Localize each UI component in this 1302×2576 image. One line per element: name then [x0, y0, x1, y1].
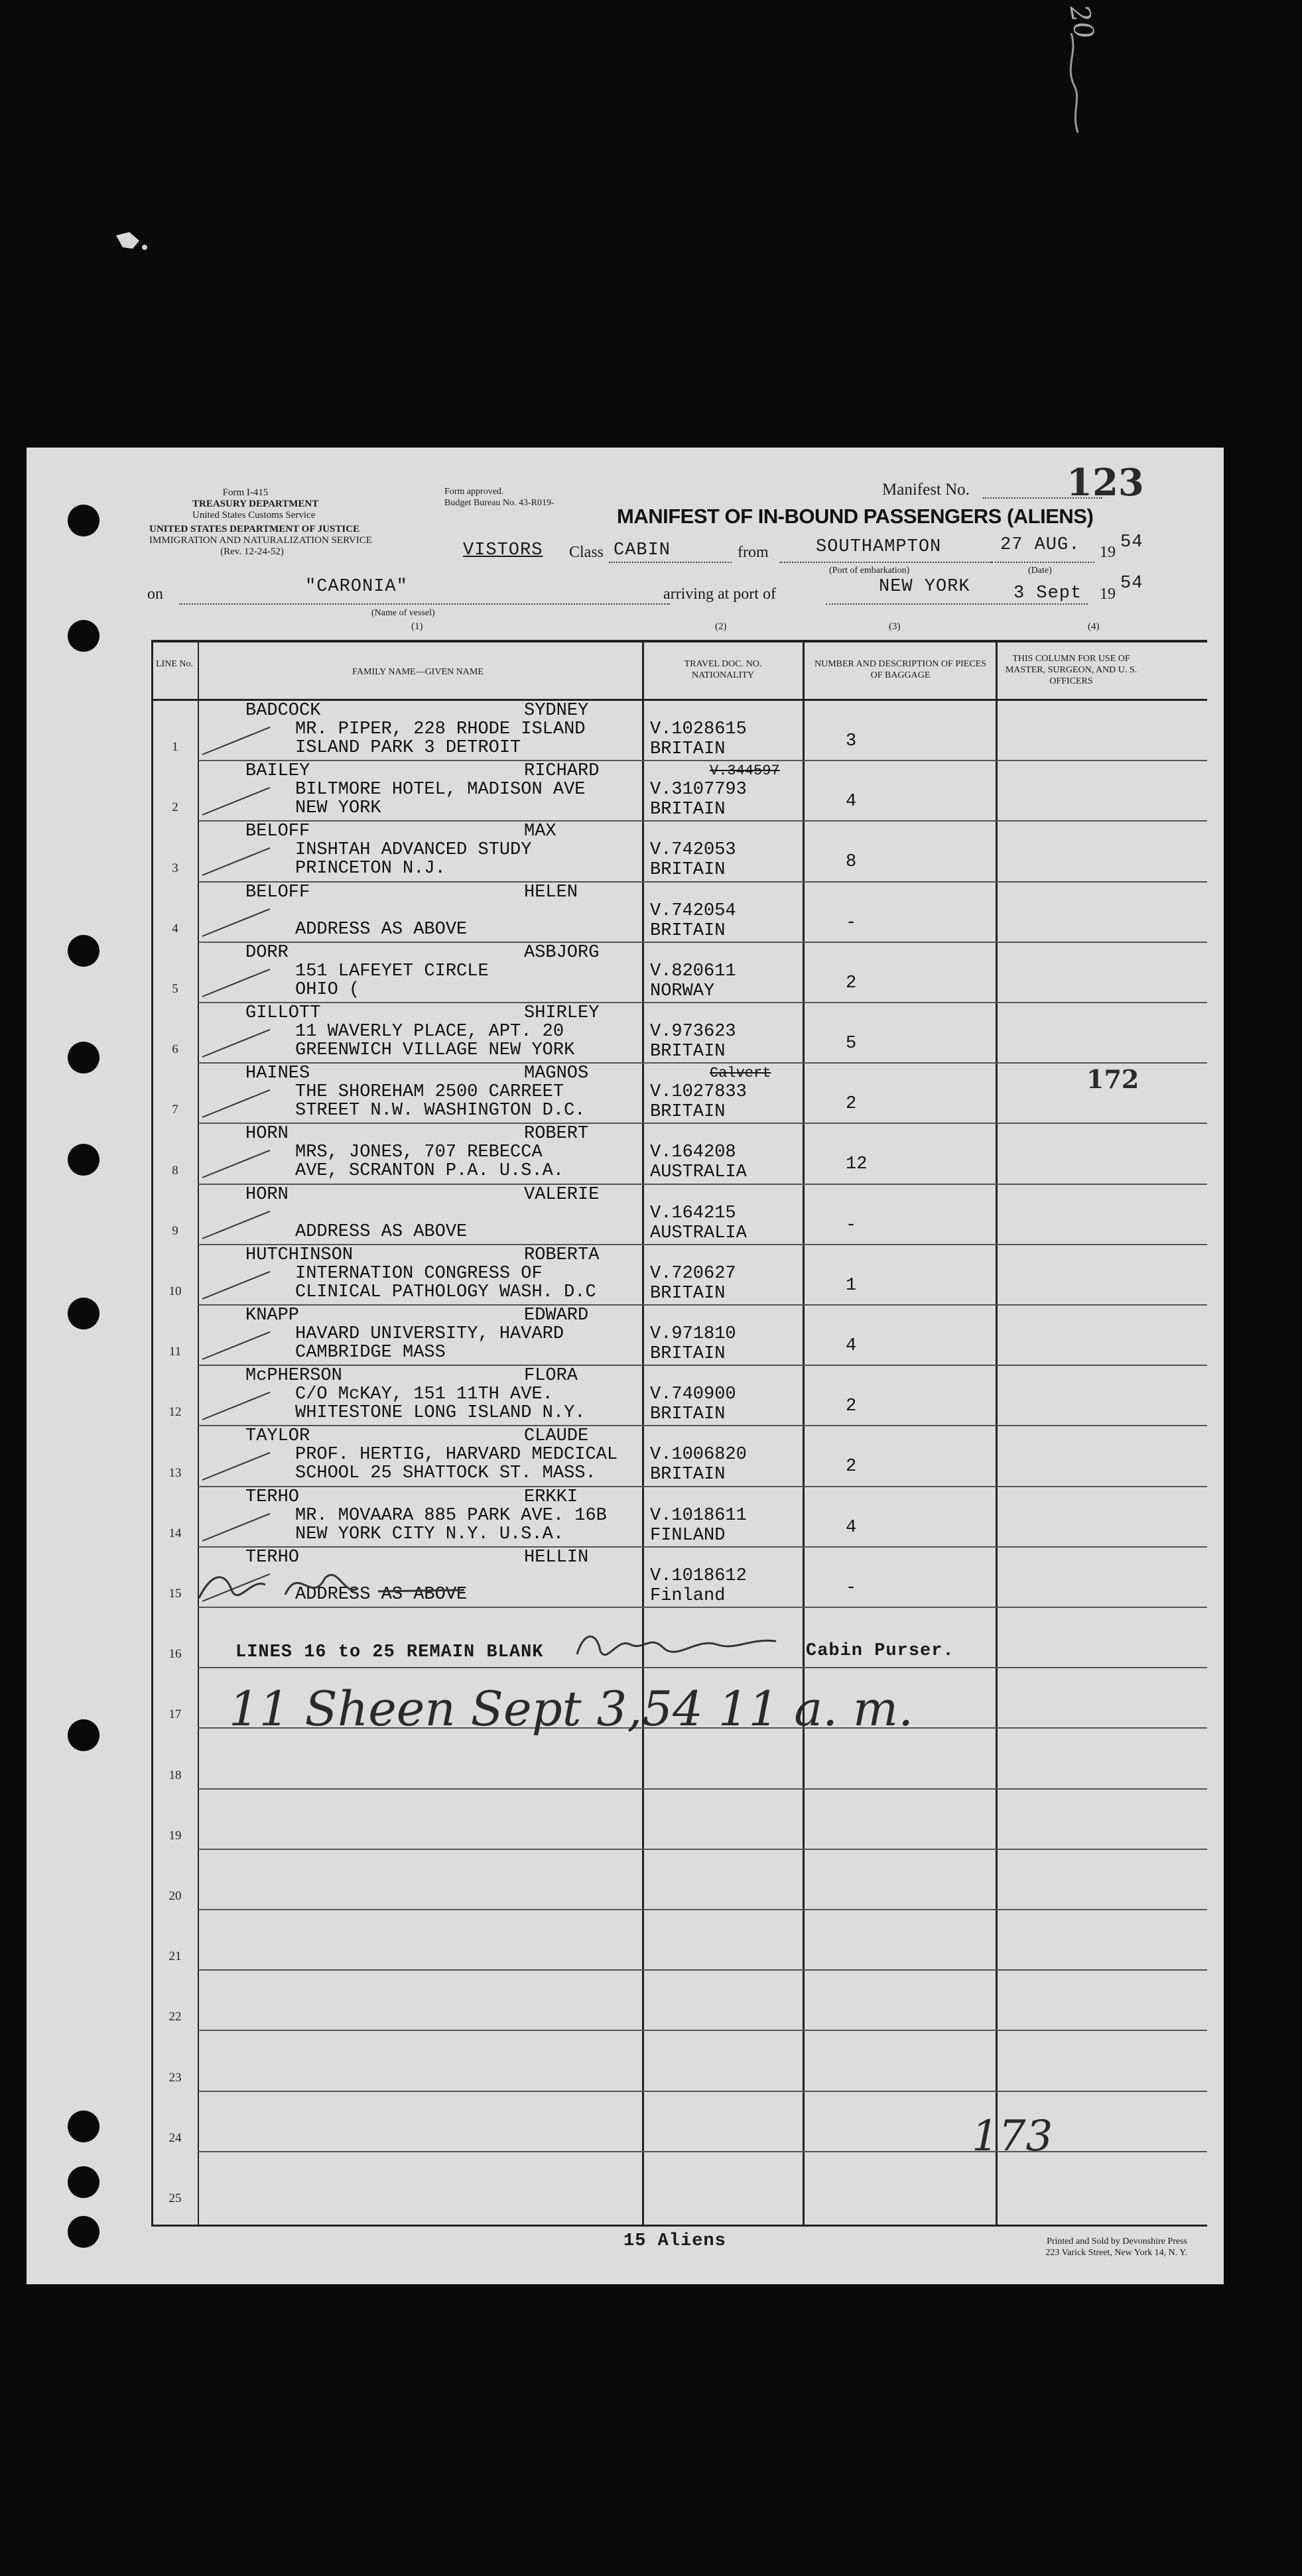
row-check-mark — [202, 1150, 271, 1178]
passenger-given-name: ERKKI — [524, 1487, 578, 1507]
passenger-family-name: TAYLOR — [245, 1426, 310, 1447]
line-number: 17 — [168, 1707, 182, 1722]
passenger-address-line1: INSHTAH ADVANCED STUDY — [295, 840, 532, 861]
arrival-date: 3 Sept — [1013, 583, 1082, 603]
col-header-name: FAMILY NAME—GIVEN NAME — [352, 667, 484, 677]
col-header-line-no: LINE No. — [156, 659, 193, 669]
punch-hole — [68, 620, 99, 652]
passenger-address-line1: INTERNATION CONGRESS OF — [295, 1263, 543, 1284]
line-number: 5 — [172, 982, 178, 996]
row-rule — [198, 1425, 1207, 1426]
passenger-given-name: ROBERT — [524, 1124, 589, 1144]
vessel-caption: (Name of vessel) — [371, 608, 435, 618]
remain-blank-note: LINES 16 to 25 REMAIN BLANK — [235, 1642, 544, 1662]
row-rule — [198, 1184, 1207, 1185]
port-embarkation-line — [779, 562, 992, 563]
manifest-number: 123 — [1067, 461, 1144, 505]
line-number: 21 — [168, 1949, 182, 1964]
arriving-label: arriving at port of — [663, 585, 776, 603]
passenger-family-name: BELOFF — [245, 882, 310, 902]
row-check-mark — [202, 847, 271, 876]
passenger-nationality: AUSTRALIA — [650, 1162, 747, 1183]
passenger-family-name: TERHO — [245, 1487, 300, 1507]
passenger-travel-doc: V.3107793 — [650, 780, 747, 800]
year-prefix: 19 — [1100, 544, 1116, 561]
line-number: 6 — [172, 1042, 178, 1057]
passenger-address-line1: 151 LAFEYET CIRCLE — [295, 961, 489, 981]
officer-note-row6: 172 — [1086, 1064, 1139, 1094]
passenger-address-line2: SCHOOL 25 SHATTOCK ST. MASS. — [295, 1463, 596, 1484]
line-number: 2 — [172, 800, 178, 815]
col-header-travel-doc: TRAVEL DOC. NO. NATIONALITY — [684, 659, 762, 680]
passenger-address-line1: C/O McKAY, 151 11TH AVE. — [295, 1384, 553, 1405]
row-check-mark — [202, 1271, 271, 1300]
passenger-family-name: GILLOTT — [245, 1003, 321, 1023]
passenger-baggage: 2 — [846, 973, 857, 993]
line-number: 19 — [168, 1828, 182, 1843]
total-aliens: 15 Aliens — [623, 2231, 726, 2251]
row-rule — [198, 1546, 1207, 1548]
purser-signature — [570, 1625, 789, 1671]
port-embarkation: SOUTHAMPTON — [816, 537, 942, 557]
passenger-address-line1: MRS, JONES, 707 REBECCA — [295, 1142, 543, 1163]
passenger-baggage: - — [846, 1577, 857, 1598]
passenger-given-name: FLORA — [524, 1366, 578, 1386]
passenger-address-line2: WHITESTONE LONG ISLAND N.Y. — [295, 1403, 586, 1424]
passenger-travel-doc: V.1028615 — [650, 719, 747, 739]
passenger-address-line2: ADDRESS AS ABOVE — [295, 919, 468, 940]
row-rule — [198, 2151, 1207, 2152]
passenger-given-name: RICHARD — [524, 761, 600, 782]
punch-hole — [68, 1719, 99, 1751]
passenger-travel-doc: V.973623 — [650, 1022, 736, 1042]
class-value: CABIN — [614, 540, 671, 560]
arrival-line — [826, 603, 1088, 605]
row-rule — [198, 942, 1207, 943]
punch-hole — [68, 1144, 99, 1176]
from-label: from — [738, 544, 769, 561]
row-check-mark — [202, 1452, 271, 1481]
passenger-family-name: BADCOCK — [245, 701, 321, 721]
passenger-address-line2: OHIO ( — [295, 979, 360, 1000]
row-rule — [198, 2091, 1207, 2092]
row-check-mark — [202, 1029, 271, 1058]
line-number: 14 — [168, 1526, 182, 1540]
line-number: 13 — [168, 1465, 182, 1480]
purser-label: Cabin Purser. — [806, 1641, 954, 1661]
row-rule — [198, 1788, 1207, 1790]
row-rule — [198, 1062, 1207, 1064]
passenger-given-name: MAGNOS — [524, 1064, 589, 1084]
line-number: 4 — [172, 921, 178, 936]
line-number: 11 — [168, 1345, 182, 1359]
passenger-given-name: SYDNEY — [524, 701, 589, 721]
passenger-address-line2: CLINICAL PATHOLOGY WASH. D.C — [295, 1282, 596, 1302]
row-rule — [198, 1002, 1207, 1003]
passenger-travel-doc: V.740900 — [650, 1384, 736, 1405]
passenger-family-name: McPHERSON — [245, 1366, 342, 1386]
passenger-travel-doc: V.164215 — [650, 1203, 736, 1223]
row-check-mark — [202, 1089, 271, 1118]
passenger-travel-doc: V.1018611 — [650, 1505, 747, 1526]
passenger-address-line1: MR. PIPER, 228 RHODE ISLAND — [295, 719, 586, 739]
line-number: 3 — [172, 861, 178, 875]
passenger-family-name: TERHO — [245, 1547, 300, 1567]
passenger-given-name: VALERIE — [524, 1184, 600, 1205]
passenger-given-name: ASBJORG — [524, 942, 600, 963]
passenger-baggage: 8 — [846, 852, 857, 873]
row-rule — [198, 1849, 1207, 1850]
col-number-2: (2) — [715, 621, 727, 632]
passenger-nationality: BRITAIN — [650, 1102, 726, 1123]
col-header-baggage: NUMBER AND DESCRIPTION OF PIECES OF BAGGAGE — [814, 659, 987, 680]
passenger-nationality: BRITAIN — [650, 1465, 726, 1485]
passenger-nationality: BRITAIN — [650, 800, 726, 820]
arrival-port: NEW YORK — [879, 577, 970, 597]
row-check-mark — [202, 1512, 271, 1541]
passenger-family-name: HORN — [245, 1184, 289, 1205]
row-check-mark — [202, 787, 271, 816]
passenger-given-name: SHIRLEY — [524, 1003, 600, 1023]
passenger-address-line1: BILTMORE HOTEL, MADISON AVE — [295, 780, 586, 800]
passenger-baggage: - — [846, 912, 857, 933]
row-check-mark — [202, 969, 271, 997]
passenger-nationality: BRITAIN — [650, 1344, 726, 1364]
passenger-baggage: 2 — [846, 1094, 857, 1115]
vessel-line — [179, 603, 670, 605]
passenger-address-line2: PRINCETON N.J. — [295, 859, 446, 879]
passenger-baggage: 12 — [846, 1154, 868, 1175]
passenger-baggage: 2 — [846, 1396, 857, 1417]
passenger-family-name: DORR — [245, 942, 289, 963]
line-number: 23 — [168, 2070, 182, 2085]
port-embarkation-caption: (Port of embarkation) — [829, 566, 910, 576]
passenger-nationality: NORWAY — [650, 981, 715, 1001]
year2-prefix: 19 — [1100, 585, 1116, 603]
line-number: 22 — [168, 2010, 182, 2024]
passenger-nationality: BRITAIN — [650, 1404, 726, 1425]
row-rule — [198, 820, 1207, 822]
passenger-address-line2: AVE, SCRANTON P.A. U.S.A. — [295, 1161, 564, 1182]
punch-hole — [68, 2216, 99, 2248]
page-title: MANIFEST OF IN-BOUND PASSENGERS (ALIENS) — [617, 505, 1094, 528]
passenger-baggage: - — [846, 1215, 857, 1235]
line-number: 20 — [168, 1889, 182, 1903]
passenger-travel-doc: V.1027833 — [650, 1082, 747, 1103]
punch-hole — [68, 505, 99, 536]
row-rule — [198, 881, 1207, 883]
passenger-family-name: BELOFF — [245, 822, 310, 842]
passenger-baggage: 3 — [846, 731, 857, 751]
passenger-family-name: HORN — [245, 1124, 289, 1144]
passenger-baggage: 4 — [846, 1517, 857, 1538]
passenger-travel-doc: V.742053 — [650, 840, 736, 861]
row-check-mark — [202, 1392, 271, 1420]
passenger-travel-doc: V.164208 — [650, 1142, 736, 1163]
passenger-baggage: 4 — [846, 792, 857, 812]
row-check-mark — [202, 727, 271, 755]
inspector-signature — [186, 1558, 504, 1611]
passenger-family-name: HUTCHINSON — [245, 1245, 354, 1265]
passenger-family-name: BAILEY — [245, 761, 310, 782]
category-value: VISTORS — [463, 540, 543, 560]
department-block: UNITED STATES DEPARTMENT OF JUSTICE IMMIGRATION AND NATURALIZATION SERVICE (Rev. 12-24-52) — [149, 524, 372, 557]
passenger-address-line2: CAMBRIDGE MASS — [295, 1343, 446, 1363]
line-number: 15 — [168, 1587, 182, 1601]
row-rule — [198, 1909, 1207, 1910]
passenger-given-name: HELLIN — [524, 1547, 589, 1567]
passenger-doc-note: Calvert — [710, 1065, 771, 1082]
passenger-given-name: ROBERTA — [524, 1245, 600, 1265]
passenger-travel-doc: V.742054 — [650, 900, 736, 921]
col-number-1: (1) — [411, 621, 423, 632]
passenger-nationality: BRITAIN — [650, 1283, 726, 1304]
passenger-baggage: 1 — [846, 1275, 857, 1296]
passenger-nationality: BRITAIN — [650, 920, 726, 941]
passenger-baggage: 5 — [846, 1034, 857, 1054]
passenger-address-line1: MR. MOVAARA 885 PARK AVE. 16B — [295, 1505, 607, 1526]
passenger-given-name: HELEN — [524, 882, 578, 902]
passenger-travel-doc: V.971810 — [650, 1324, 736, 1344]
passenger-address-line2: GREENWICH VILLAGE NEW YORK — [295, 1040, 575, 1060]
passenger-address-line2: STREET N.W. WASHINGTON D.C. — [295, 1101, 586, 1121]
line-number: 9 — [172, 1223, 178, 1238]
passenger-baggage: 4 — [846, 1336, 857, 1356]
year-suffix: 54 — [1120, 532, 1143, 552]
form-id-block: Form I-415 TREASURY DEPARTMENT United States Customs Service — [192, 487, 319, 521]
passenger-address-line2: NEW YORK — [295, 798, 381, 819]
corner-pencil-mark: 20 — [1051, 7, 1098, 113]
passenger-address-line2: ISLAND PARK 3 DETROIT — [295, 738, 521, 758]
line-number: 24 — [168, 2130, 182, 2145]
row-rule — [198, 2030, 1207, 2031]
passenger-address-line1: PROF. HERTIG, HARVARD MEDCICAL — [295, 1445, 618, 1465]
row-rule — [198, 1969, 1207, 1971]
row-rule — [198, 1123, 1207, 1124]
passenger-nationality: AUSTRALIA — [650, 1223, 747, 1243]
passenger-travel-doc: V.720627 — [650, 1263, 736, 1284]
passenger-nationality: BRITAIN — [650, 739, 726, 759]
col-number-3: (3) — [889, 621, 901, 632]
row-check-mark — [202, 1210, 271, 1239]
col-header-officers: THIS COLUMN FOR USE OF MASTER, SURGEON, AND U. S. OFFICERS — [1005, 654, 1138, 686]
form-approved: Form approved. Budget Bureau No. 43-R019- — [444, 487, 554, 508]
row-check-mark — [202, 1331, 271, 1360]
manifest-no-label: Manifest No. — [882, 481, 970, 499]
passenger-nationality: Finland — [650, 1585, 726, 1606]
printer-credit: Printed and Sold by Devonshire Press 223 Varick Street, New York 14, N. Y. — [1045, 2237, 1187, 2258]
row-rule — [198, 760, 1207, 761]
passenger-travel-doc: V.1006820 — [650, 1445, 747, 1465]
line-number: 16 — [168, 1647, 182, 1662]
year2-suffix: 54 — [1120, 574, 1143, 593]
passenger-address-line1: HAVARD UNIVERSITY, HAVARD — [295, 1324, 564, 1344]
passenger-given-name: MAX — [524, 822, 556, 842]
passenger-nationality: FINLAND — [650, 1525, 726, 1546]
line-number: 8 — [172, 1163, 178, 1178]
row-rule — [198, 1486, 1207, 1487]
passenger-given-name: EDWARD — [524, 1306, 589, 1325]
embark-date-line — [992, 562, 1094, 563]
passenger-doc-note: V.344597 — [710, 763, 780, 780]
embark-date: 27 AUG. — [1000, 535, 1080, 555]
passenger-given-name: CLAUDE — [524, 1426, 589, 1447]
passenger-family-name: KNAPP — [245, 1306, 300, 1325]
vessel-name: "CARONIA" — [305, 577, 408, 597]
punch-hole — [68, 2166, 99, 2198]
row-rule — [198, 1365, 1207, 1366]
dust-speck — [113, 229, 153, 255]
line-number: 25 — [168, 2191, 182, 2205]
punch-hole — [68, 935, 99, 967]
handwritten-release-note: 11 Sheen Sept 3,54 11 a. m. — [229, 1681, 914, 1737]
passenger-family-name: HAINES — [245, 1064, 310, 1084]
col-number-4: (4) — [1088, 621, 1100, 632]
date-caption: (Date) — [1028, 566, 1052, 576]
passenger-travel-doc: V.820611 — [650, 961, 736, 981]
passenger-nationality: BRITAIN — [650, 1042, 726, 1062]
punch-hole — [68, 2111, 99, 2142]
line-number: 7 — [172, 1103, 178, 1117]
passenger-address-line2: ADDRESS AS ABOVE — [295, 1221, 468, 1242]
passenger-address-line1: THE SHOREHAM 2500 CARREET — [295, 1082, 564, 1103]
passenger-nationality: BRITAIN — [650, 860, 726, 881]
line-number: 1 — [172, 740, 178, 755]
line-number: 12 — [168, 1405, 182, 1420]
class-line — [609, 562, 732, 563]
manifest-sheet — [27, 448, 1224, 2284]
punch-hole — [68, 1298, 99, 1329]
on-label: on — [147, 585, 163, 603]
line-number: 10 — [168, 1284, 182, 1298]
class-label: Class — [569, 544, 604, 561]
handwritten-page-number: 173 — [972, 2112, 1053, 2161]
passenger-address-line2: NEW YORK CITY N.Y. U.S.A. — [295, 1524, 564, 1544]
row-rule — [198, 1304, 1207, 1306]
passenger-address-line1: 11 WAVERLY PLACE, APT. 20 — [295, 1022, 564, 1042]
passenger-address-line2: ADDRESS AS ABOVE — [295, 1584, 468, 1605]
row-check-mark — [202, 908, 271, 936]
passenger-baggage: 2 — [846, 1457, 857, 1477]
line-number: 18 — [168, 1768, 182, 1782]
passenger-travel-doc: V.1018612 — [650, 1565, 747, 1586]
punch-hole — [68, 1042, 99, 1073]
